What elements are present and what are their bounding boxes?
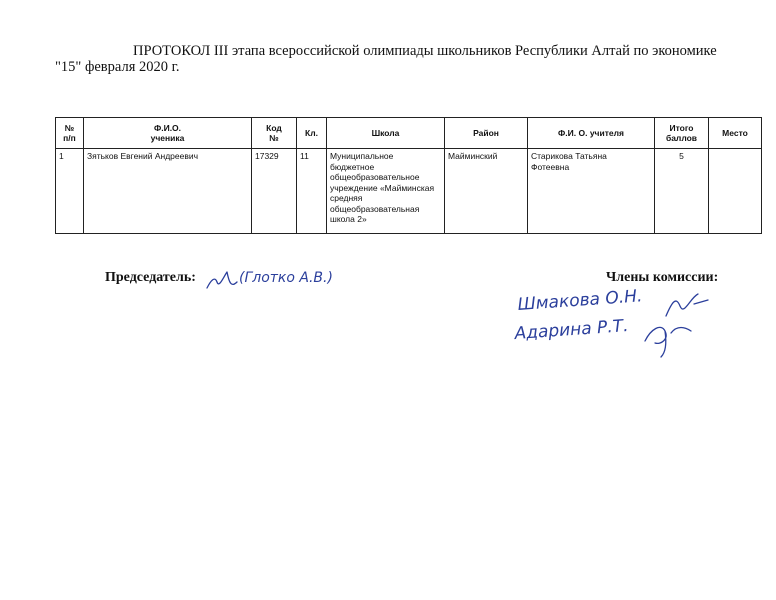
cell-district: Майминский — [445, 149, 528, 234]
members-label: Члены комиссии: — [606, 270, 719, 285]
header-num: № п/п — [56, 118, 84, 149]
chair-label: Председатель: — [105, 270, 196, 285]
header-grade: Кл. — [297, 118, 327, 149]
cell-grade: 11 — [297, 149, 327, 234]
cell-school: Муниципальное бюджетное общеобразовательное учреждение «Майминская средняя общеобразовательная школа 2» — [327, 149, 445, 234]
cell-place — [709, 149, 762, 234]
cell-teacher: Старикова Татьяна Фотеевна — [528, 149, 655, 234]
cell-code: 17329 — [252, 149, 297, 234]
member-signature-2 — [515, 315, 725, 359]
cell-num: 1 — [56, 149, 84, 234]
chair-signature — [203, 258, 363, 298]
protocol-date: "15" февраля 2020 г. — [55, 59, 180, 75]
cell-name: Зятьков Евгений Андреевич — [84, 149, 252, 234]
member-name-1: Шмакова О.Н. — [516, 286, 643, 315]
table-header-row — [56, 118, 762, 149]
cell-total: 5 — [655, 149, 709, 234]
header-district: Район — [445, 118, 528, 149]
protocol-title: ПРОТОКОЛ III этапа всероссийской олимпиады школьников Республики Алтай по экономике — [133, 43, 717, 59]
table-row — [56, 149, 762, 234]
chair-name: (Глотко А.В.) — [239, 270, 333, 286]
header-code: Код № — [252, 118, 297, 149]
header-school: Школа — [327, 118, 445, 149]
header-total: Итого баллов — [655, 118, 709, 149]
member-name-2: Адарина Р.Т. — [513, 316, 630, 344]
results-table — [55, 117, 762, 234]
header-place: Место — [709, 118, 762, 149]
header-name: Ф.И.О. ученика — [84, 118, 252, 149]
header-teacher: Ф.И. О. учителя — [528, 118, 655, 149]
